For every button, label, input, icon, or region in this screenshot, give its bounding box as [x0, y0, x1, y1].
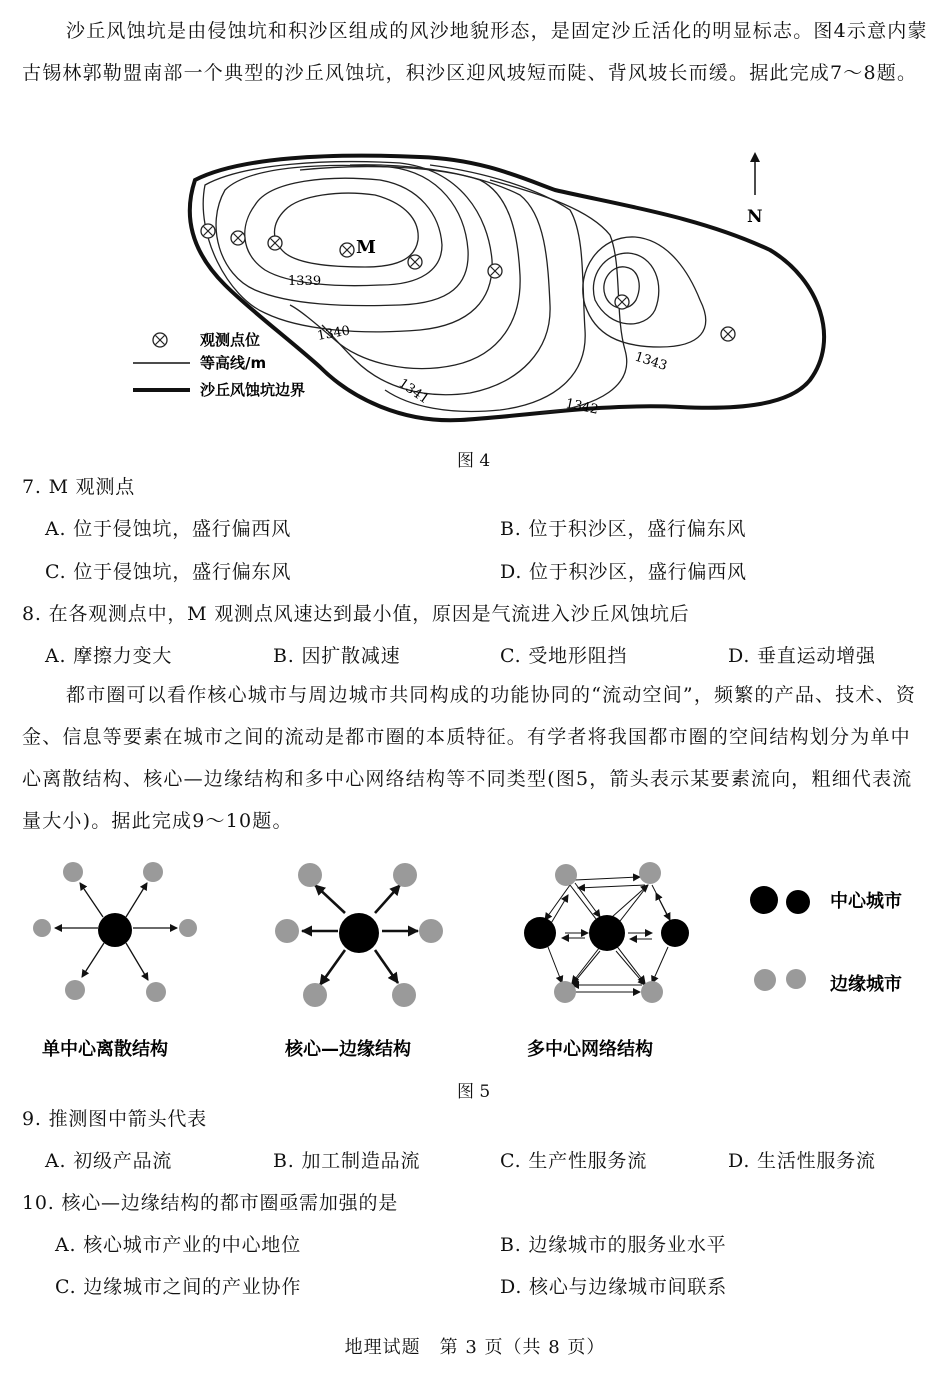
intro-paragraph-2: 都市圈可以看作核心城市与周边城市共同构成的功能协同的“流动空间”，频繁的产品、技术、资金、信息等要素在城市之间的流动是都市圈的本质特征。有学者将我国都市圈的空间结构划分为单中心离散结构、核心—边缘结构和多中心网络结构等不同类型(图5，箭头表示某要素流向，粗细代表流量大小)。据此完成9～10题。: [22, 684, 917, 832]
legend-edge-icon: [754, 969, 776, 991]
legend-edge-label: 边缘城市: [830, 974, 902, 995]
contour-label-1341: 1341: [395, 375, 432, 408]
figure-4-caption: 图 4: [457, 451, 491, 471]
legend-center-label: 中心城市: [830, 891, 902, 912]
question-10-option-b[interactable]: B. 边缘城市的服务业水平: [500, 1234, 727, 1256]
legend-observation-icon: [153, 333, 167, 347]
question-9-option-b[interactable]: B. 加工制造品流: [273, 1150, 421, 1172]
structure-2-label: 核心—边缘结构: [285, 1039, 411, 1060]
question-10-option-a[interactable]: A. 核心城市产业的中心地位: [55, 1234, 302, 1256]
legend-observation-label: 观测点位: [200, 331, 261, 349]
figure-5-caption: 图 5: [457, 1082, 491, 1102]
figure-5-diagram: [0, 855, 950, 1065]
question-8-stem: 8. 在各观测点中，M 观测点风速达到最小值，原因是气流进入沙丘风蚀坑后: [22, 603, 690, 625]
question-10-stem: 10. 核心—边缘结构的都市圈亟需加强的是: [22, 1192, 399, 1214]
north-label: N: [747, 207, 763, 227]
point-m-label: M: [356, 237, 376, 258]
question-9-option-c[interactable]: C. 生产性服务流: [500, 1150, 648, 1172]
intro-paragraph-1: 沙丘风蚀坑是由侵蚀坑和积沙区组成的风沙地貌形态，是固定沙丘活化的明显标志。图4示意内蒙古锡林郭勒盟南部一个典型的沙丘风蚀坑，积沙区迎风坡短而陡、背风坡长而缓。据此完成7～8题。: [22, 20, 928, 84]
question-7-stem: 7. M 观测点: [22, 476, 136, 498]
contour-label-1343: 1343: [632, 349, 669, 375]
contour-label-1340: 1340: [316, 323, 352, 344]
question-7-option-a[interactable]: A. 位于侵蚀坑，盛行偏西风: [45, 518, 292, 540]
structure-1-label: 单中心离散结构: [42, 1039, 168, 1060]
question-8-option-a[interactable]: A. 摩擦力变大: [45, 645, 173, 667]
contour-label-1339: 1339: [288, 274, 322, 289]
structure-3-label: 多中心网络结构: [527, 1039, 653, 1060]
question-7-option-c[interactable]: C. 位于侵蚀坑，盛行偏东风: [45, 561, 292, 583]
question-7-option-b[interactable]: B. 位于积沙区，盛行偏东风: [500, 518, 747, 540]
question-10-option-c[interactable]: C. 边缘城市之间的产业协作: [55, 1276, 302, 1298]
legend-boundary-label: 沙丘风蚀坑边界: [200, 381, 306, 399]
question-9-stem: 9. 推测图中箭头代表: [22, 1108, 207, 1130]
question-10-option-d[interactable]: D. 核心与边缘城市间联系: [500, 1276, 728, 1298]
contour-label-1342: 1342: [564, 396, 600, 418]
legend-contour-label: 等高线/m: [200, 354, 267, 372]
question-9-option-a[interactable]: A. 初级产品流: [45, 1150, 173, 1172]
question-7-option-d[interactable]: D. 位于积沙区，盛行偏西风: [500, 561, 747, 583]
question-8-option-c[interactable]: C. 受地形阻挡: [500, 645, 628, 667]
legend-center-icon: [750, 886, 778, 914]
page-footer: 地理试题 第 3 页（共 8 页）: [344, 1337, 606, 1358]
question-8-option-d[interactable]: D. 垂直运动增强: [728, 645, 876, 667]
question-8-option-b[interactable]: B. 因扩散减速: [273, 645, 401, 667]
question-9-option-d[interactable]: D. 生活性服务流: [728, 1150, 876, 1172]
